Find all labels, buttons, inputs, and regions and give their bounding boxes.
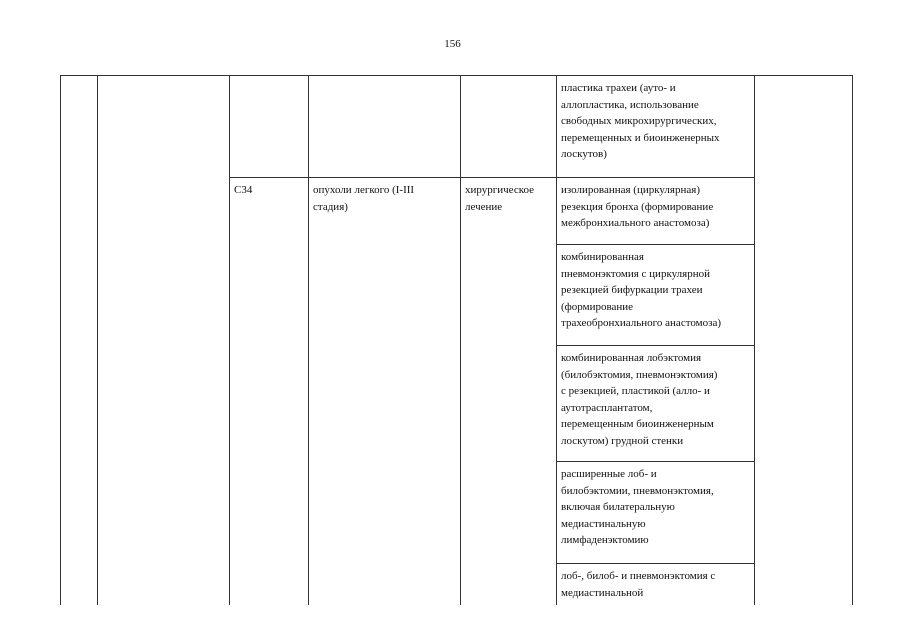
- table-row-continuation: [61, 76, 853, 178]
- medical-care-table: [60, 75, 853, 605]
- treatment-cell: хирургическое лечение: [461, 178, 557, 606]
- methods-cell: [557, 178, 755, 606]
- col-profile-cell: [98, 76, 230, 606]
- diagnosis-cell: опухоли легкого (I-III стадия): [309, 178, 461, 606]
- method-item: комбинированная пневмонэктомия с циркулярной резекцией бифуркации трахеи (формирование трахеобронхиального анастомоза): [557, 245, 754, 346]
- diagnosis-cell-continued: [309, 76, 461, 178]
- col-number-cell: [61, 76, 98, 606]
- treatment-cell-continued: [461, 76, 557, 178]
- method-cell-continued: пластика трахеи (ауто- и аллопластика, использование свободных микрохирургических, перемещенных и биоинженерных лоскутов): [557, 76, 755, 178]
- code-cell: C34: [230, 178, 309, 606]
- method-item: расширенные лоб- и билобэктомии, пневмонэктомия, включая билатеральную медиастинальную лимфаденэктомию: [557, 462, 754, 564]
- code-cell-continued: [230, 76, 309, 178]
- method-item: комбинированная лобэктомия (билобэктомия, пневмонэктомия) с резекцией, пластикой (алло- и аутотрасплантатом, перемещенным биоинженерным лоскутом) грудной стенки: [557, 346, 754, 462]
- col-norm-cell: [755, 76, 853, 606]
- method-item: изолированная (циркулярная) резекция бронха (формирование межбронхиального анастомоза): [557, 178, 754, 245]
- method-item: лоб-, билоб- и пневмонэктомия с медиастинальной: [561, 570, 716, 599]
- page-number: 156: [444, 38, 461, 50]
